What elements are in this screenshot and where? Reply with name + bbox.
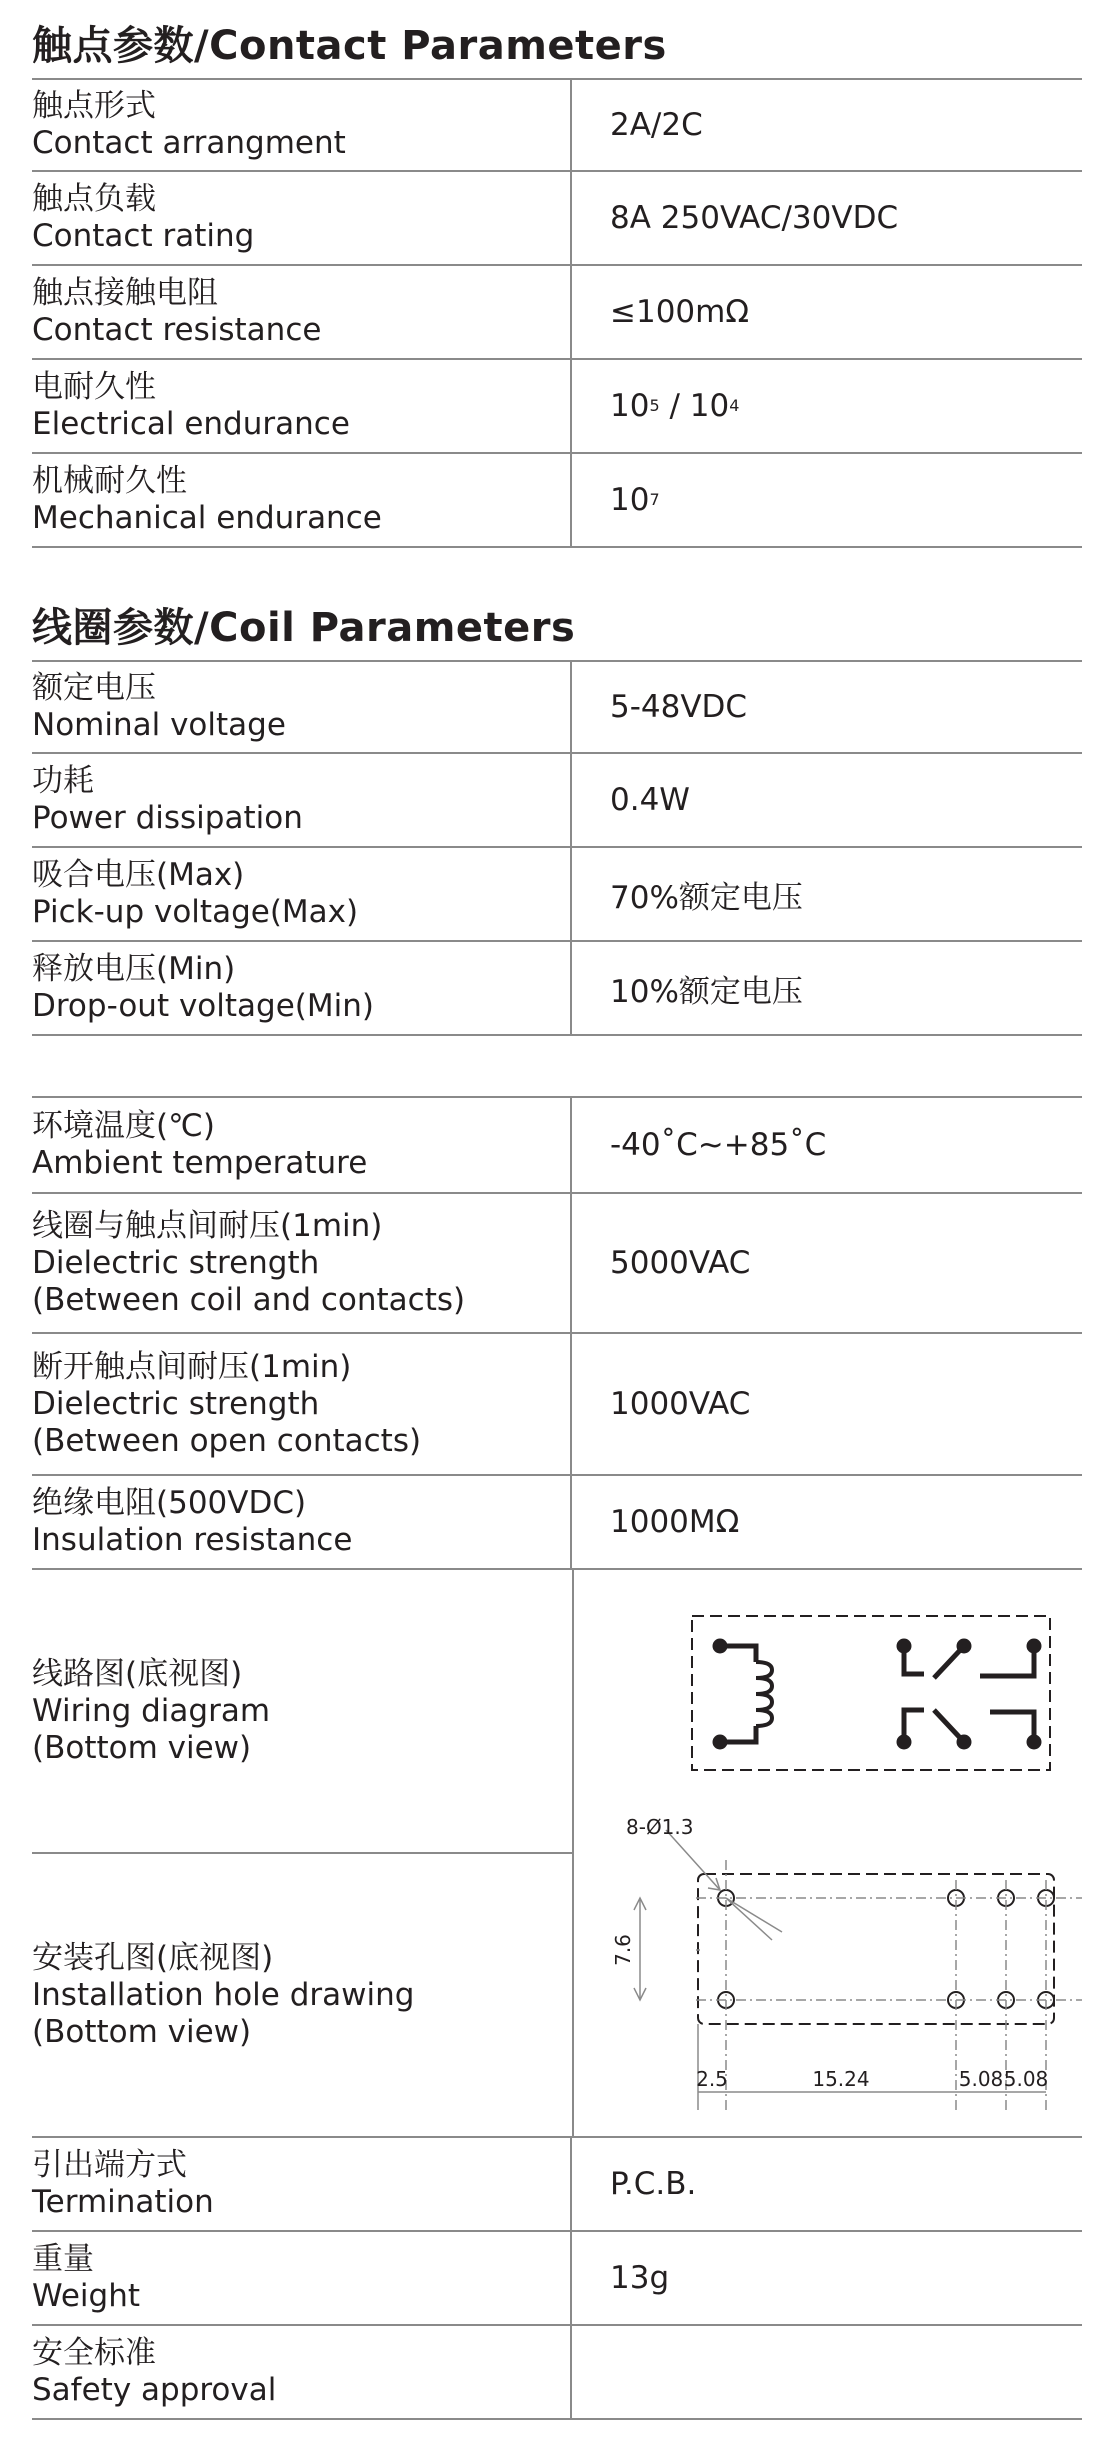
param-label: [32, 754, 572, 846]
param-label: [32, 2326, 572, 2418]
param-cn: 绝缘电阻(500VDC): [32, 1485, 307, 1521]
param-cn: 线圈与触点间耐压(1min): [32, 1207, 383, 1244]
value-base: 10: [610, 482, 650, 518]
param-value: ≤100mΩ: [610, 294, 750, 330]
param-value: 0.4W: [610, 782, 690, 818]
table-row: [32, 266, 1082, 360]
param-cn: 触点负载: [32, 181, 156, 217]
table-row: [32, 172, 1082, 266]
wiring-diagram: [690, 1614, 1054, 1774]
param-en: Mechanical endurance: [32, 500, 382, 536]
param-en: Dielectric strength: [32, 1385, 320, 1422]
param-value: 1000VAC: [610, 1386, 751, 1422]
param-value: 2A/2C: [610, 107, 703, 143]
param-value: 13g: [610, 2260, 670, 2296]
param-en: Safety approval: [32, 2372, 277, 2408]
param-cn: 功耗: [32, 763, 94, 799]
param-value: 5-48VDC: [610, 689, 748, 725]
value-separator: /: [659, 388, 690, 424]
param-label: [32, 1194, 572, 1332]
param-label: [32, 80, 572, 170]
table-row: [32, 1476, 1082, 1570]
param-value: 1000MΩ: [610, 1504, 740, 1540]
table-row: [32, 2138, 1082, 2232]
param-en: Nominal voltage: [32, 707, 286, 743]
param-value: 8A 250VAC/30VDC: [610, 200, 899, 236]
table-row: [32, 754, 1082, 848]
table-row: [32, 1334, 1082, 1476]
dim-label: 2.5: [696, 2067, 728, 2091]
value-base: 10: [689, 388, 730, 424]
param-value: 5000VAC: [610, 1245, 751, 1281]
param-label: [32, 172, 572, 264]
param-label: [32, 848, 572, 940]
param-en: Weight: [32, 2278, 141, 2314]
param-label: [32, 1334, 572, 1474]
table-row: [32, 2232, 1082, 2326]
param-en: Pick-up voltage(Max): [32, 894, 359, 930]
contact-section-title: 触点参数/Contact Parameters: [32, 23, 667, 69]
param-label: [32, 454, 572, 546]
table-row: [32, 78, 1082, 172]
dim-vertical-label: 7.6: [611, 1934, 635, 1966]
param-label: [32, 1476, 572, 1568]
param-label: [32, 2232, 572, 2324]
param-cn: 安全标准: [32, 2335, 156, 2371]
coil-section-title: 线圈参数/Coil Parameters: [32, 605, 576, 651]
param-en: Electrical endurance: [32, 406, 350, 442]
table-row: [32, 942, 1082, 1036]
param-en: Contact resistance: [32, 312, 322, 348]
param-label: [32, 942, 572, 1034]
dim-label: 5.08: [1003, 2067, 1049, 2091]
param-en-detail: (Bottom view): [32, 1729, 252, 1766]
param-cn: 机械耐久性: [32, 463, 187, 499]
param-cn: 线路图(底视图): [32, 1655, 243, 1692]
param-en: Dielectric strength: [32, 1244, 320, 1281]
param-label: [32, 360, 572, 452]
param-en-detail: (Between coil and contacts): [32, 1281, 466, 1318]
param-label: [32, 1854, 572, 2136]
param-en-detail: (Bottom view): [32, 2013, 252, 2050]
param-cn: 额定电压: [32, 670, 156, 706]
param-label: [32, 266, 572, 358]
param-value: 10%额定电压: [610, 973, 803, 1010]
contact-table: [32, 78, 1082, 548]
general-table: [32, 1096, 1082, 2420]
param-en: Insulation resistance: [32, 1522, 353, 1558]
param-en: Contact rating: [32, 218, 255, 254]
param-value: P.C.B.: [610, 2166, 697, 2202]
param-cn: 安装孔图(底视图): [32, 1939, 274, 1976]
hole-count-label: 8-Ø1.3: [626, 1815, 694, 1839]
param-cn: 断开触点间耐压(1min): [32, 1348, 352, 1385]
table-row: [32, 454, 1082, 548]
param-cn: 环境温度(℃): [32, 1108, 216, 1144]
param-label: [32, 1570, 572, 1852]
param-cn: 电耐久性: [32, 369, 156, 405]
param-en: Wiring diagram: [32, 1692, 271, 1729]
param-en: Termination: [32, 2184, 214, 2220]
table-row: [32, 360, 1082, 454]
param-label: [32, 1098, 572, 1192]
param-cn: 触点形式: [32, 88, 156, 124]
param-en: Contact arrangment: [32, 125, 346, 161]
param-label: [32, 662, 572, 752]
param-cn: 触点接触电阻: [32, 275, 218, 311]
param-en: Installation hole drawing: [32, 1976, 415, 2013]
param-value: 10 7: [610, 482, 660, 518]
param-cn: 引出端方式: [32, 2147, 187, 2183]
param-value: [610, 2326, 1082, 2418]
param-value: 70%额定电压: [610, 879, 803, 916]
table-row: [32, 2326, 1082, 2420]
param-cn: 重量: [32, 2241, 94, 2277]
pcb-outline: [698, 1874, 1054, 2024]
drawing-block: [32, 1570, 1082, 2138]
dim-label: 15.24: [812, 2067, 870, 2091]
table-row: [32, 1194, 1082, 1334]
value-base: 10: [610, 388, 650, 424]
param-value: 10 5 / 10 4: [610, 388, 740, 424]
dim-label: 5.08: [958, 2067, 1004, 2091]
contact-symbol: [899, 1641, 1039, 1747]
param-en: Ambient temperature: [32, 1145, 368, 1181]
coil-symbol: [715, 1641, 772, 1747]
table-row: [32, 1096, 1082, 1194]
param-cn: 吸合电压(Max): [32, 857, 245, 893]
param-value: -40˚C~+85˚C: [610, 1127, 827, 1163]
param-en: Drop-out voltage(Min): [32, 988, 374, 1024]
coil-table: [32, 660, 1082, 1036]
param-en-detail: (Between open contacts): [32, 1422, 422, 1459]
param-cn: 释放电压(Min): [32, 951, 236, 987]
param-label: [32, 2138, 572, 2230]
relay-outline: [692, 1616, 1050, 1770]
param-en: Power dissipation: [32, 800, 303, 836]
table-row: [32, 660, 1082, 754]
mounting-holes: [718, 1890, 1054, 2008]
table-row: [32, 848, 1082, 942]
hole-drawing: [611, 1815, 1082, 2120]
